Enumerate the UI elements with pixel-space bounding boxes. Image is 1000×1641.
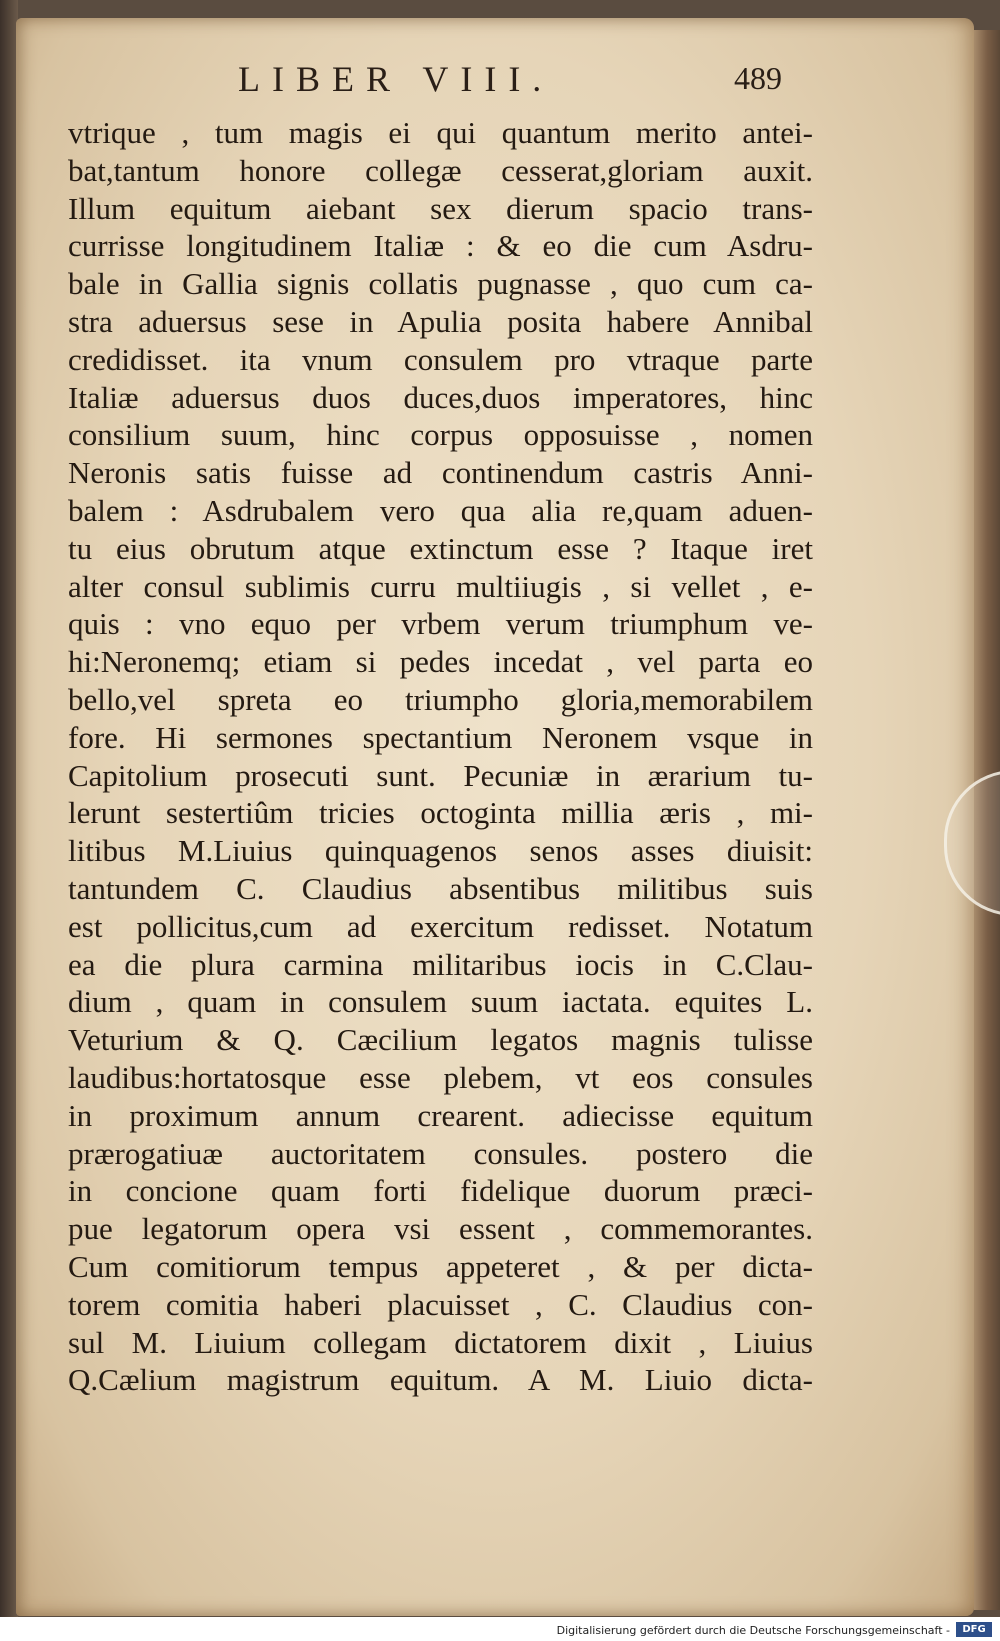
page-number: 489 [734, 60, 782, 96]
running-head: LIBER VIII. [238, 59, 554, 99]
text-line: prærogatiuæ auctoritatem consules. postero die [68, 1135, 813, 1171]
text-line: fore. Hi sermones spectantium Neronem vsque in [68, 719, 813, 755]
text-line: alter consul sublimis curru multiiugis , si vellet , e- [68, 568, 813, 604]
text-line: pue legatorum opera vsi essent , commemorantes. [68, 1211, 813, 1247]
text-line: laudibus:hortatosque esse plebem, vt eos consules [68, 1059, 813, 1095]
text-line: Illum equitum aiebant sex dierum spacio trans- [68, 190, 813, 226]
text-line: credidisset. ita vnum consulem pro vtraque parte [68, 341, 813, 377]
text-line: stra aduersus sese in Apulia posita habere Annibal [68, 303, 813, 339]
dfg-logo: DFG [956, 1622, 992, 1637]
text-line: Veturium & Q. Cæcilium legatos magnis tulisse [68, 1022, 813, 1058]
text-line: Cum comitiorum tempus appeteret , & per dicta- [68, 1248, 813, 1284]
text-line: tu eius obrutum atque extinctum esse ? Itaque iret [68, 530, 813, 566]
text-line: torem comitia haberi placuisset , C. Claudius con- [68, 1286, 813, 1322]
text-line: Q.Cælium magistrum equitum. A M. Liuio dicta- [68, 1362, 813, 1398]
text-line: in concione quam forti fidelique duorum præci- [68, 1173, 813, 1209]
text-line: balem : Asdrubalem vero qua alia re,quam aduen- [68, 492, 813, 528]
text-line: tantundem C. Claudius absentibus militibus suis [68, 870, 813, 906]
text-line: lerunt sestertiûm tricies octoginta millia æris , mi- [68, 795, 813, 831]
text-line: bale in Gallia signis collatis pugnasse , quo cum ca- [68, 266, 813, 302]
text-line: dium , quam in consulem suum iactata. equites L. [68, 984, 813, 1020]
text-line: bello,vel spreta eo triumpho gloria,memorabilem [68, 681, 813, 717]
text-line: Neronis satis fuisse ad continendum castris Anni- [68, 455, 813, 491]
footer-bar [0, 1617, 1000, 1641]
text-line: vtrique , tum magis ei qui quantum merito antei- [68, 115, 813, 150]
text-line: litibus M.Liuius quinquagenos senos asses diuisit: [68, 833, 813, 869]
text-line: Capitolium prosecuti sunt. Pecuniæ in ærarium tu- [68, 757, 813, 793]
text-line: ea die plura carmina militaribus iocis in C.Clau- [68, 946, 813, 982]
text-line: consilium suum, hinc corpus opposuisse , nomen [68, 417, 813, 453]
footer-credit: Digitalisierung gefördert durch die Deutsche Forschungsgemeinschaft - [556, 1624, 950, 1637]
text-line: in proximum annum crearent. adiecisse equitum [68, 1097, 813, 1133]
text-line: est pollicitus,cum ad exercitum redisset. Notatum [68, 908, 813, 944]
text-line: quis : vno equo per vrbem verum triumphum ve- [68, 606, 813, 642]
body-text [68, 114, 813, 1399]
text-line: Italiæ aduersus duos duces,duos imperatores, hinc [68, 379, 813, 415]
text-line: hi:Neronemq; etiam si pedes incedat , vel parta eo [68, 644, 813, 680]
text-line: currisse longitudinem Italiæ : & eo die cum Asdru- [68, 228, 813, 264]
text-line: sul M. Liuium collegam dictatorem dixit , Liuius [68, 1324, 813, 1360]
text-line: bat,tantum honore collegæ cesserat,gloriam auxit. [68, 152, 813, 188]
